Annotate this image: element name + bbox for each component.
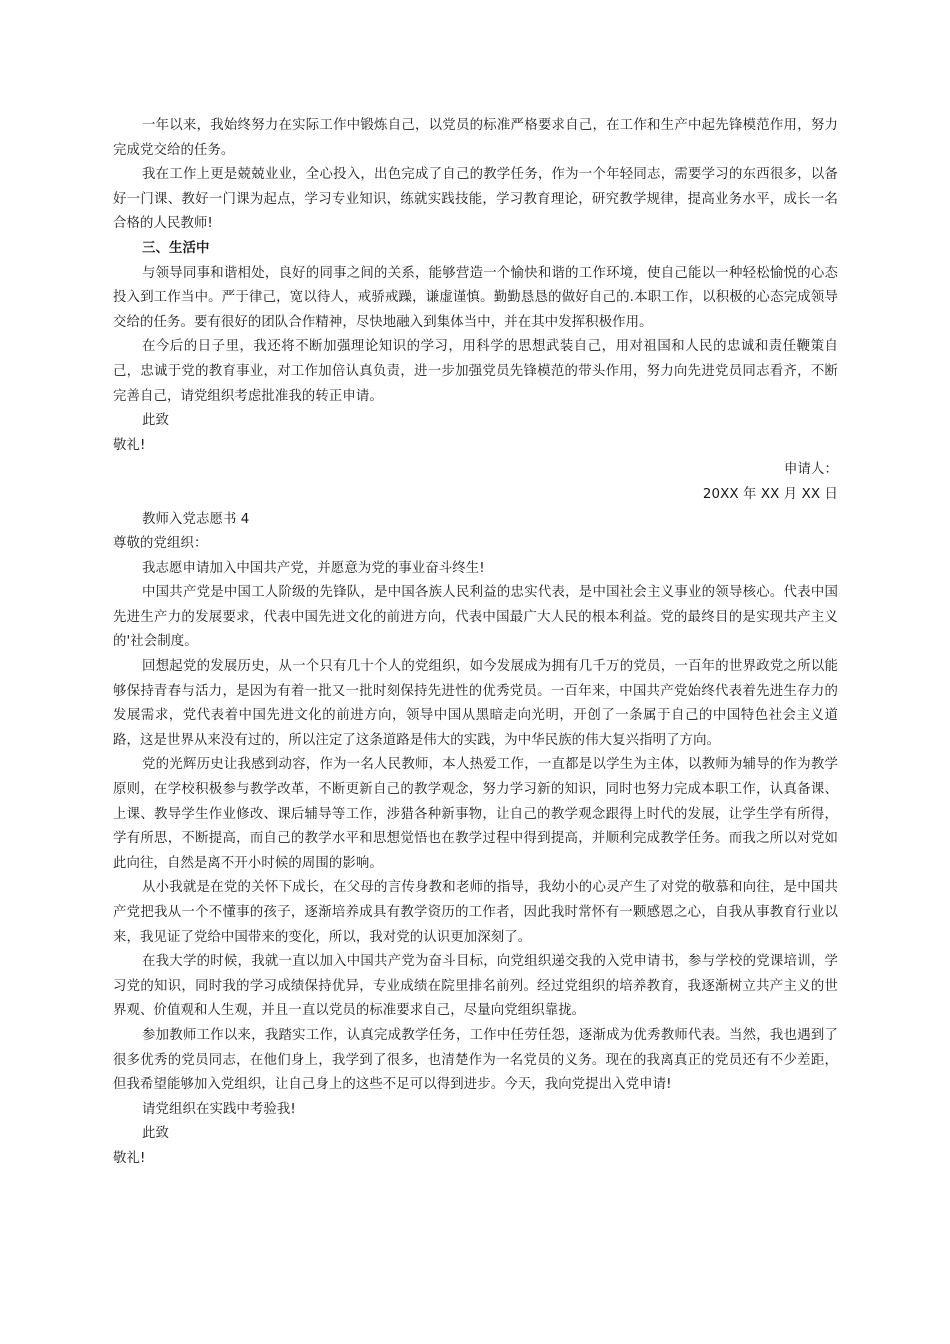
paragraph: 一年以来，我始终努力在实际工作中锻炼自己，以党员的标准严格要求自己，在工作和生产中起先锋模范作用，努力完成党交给的任务。 bbox=[113, 118, 838, 158]
paragraph: 我在工作上更是兢兢业业，全心投入，出色完成了自己的教学任务，作为一个年轻同志，需要学习的东西很多，以备好一门课、教好一门课为起点，学习专业知识，练就实践技能，学习教育理论，研究教学规律，提高业务水平，成长一名合格的人民教师! bbox=[113, 167, 838, 232]
closing-regards: 敬礼! bbox=[113, 437, 146, 453]
greeting: 尊敬的党组织： bbox=[113, 536, 208, 552]
paragraph: 回想起党的发展历史，从一个只有几十个人的党组织，如今发展成为拥有几千万的党员，一百年的世界政党之所以能够保持青春与活力，是因为有着一批又一批时刻保持先进性的优秀党员。一百年来，中国共产党始终代表着先进生存力的发展需求，党代表着中国先进文化的前进方向，领导中国从黑暗走向光明，开创了一条属于自己的中国特色社会主义道路，这是世界从来没有过的，所以注定了这条道路是伟大的实践，为中华民族的伟大复兴指明了方向。 bbox=[113, 659, 838, 748]
paragraph: 与领导同事和谐相处，良好的同事之间的关系，能够营造一个愉快和谐的工作环境，使自己能以一种轻松愉悦的心态投入到工作当中。严于律己，宽以待人，戒骄戒躁，谦虚谨慎。勤勤恳恳的做好自己的.本职工作，以积极的心态完成领导交给的任务。要有很好的团队合作精神，尽快地融入到集体当中，并在其中发挥积极作用。 bbox=[113, 265, 838, 330]
date-line: 20XX 年 XX 月 XX 日 bbox=[702, 486, 838, 502]
applicant-label: 申请人： bbox=[784, 462, 838, 478]
document-title: 教师入党志愿书 4 bbox=[142, 511, 250, 527]
closing-salutation: 此致 bbox=[142, 413, 169, 429]
paragraph: 我志愿申请加入中国共产党，并愿意为党的事业奋斗终生! bbox=[142, 560, 485, 576]
paragraph: 在今后的日子里，我还将不断加强理论知识的学习，用科学的思想武装自己，用对祖国和人民的忠诚和责任鞭策自己，忠诚于党的教育事业，对工作加倍认真负责，进一步加强党员先锋模范的带头作用，努力向先进党员同志看齐，不断完善自己，请党组织考虑批准我的转正申请。 bbox=[113, 339, 838, 404]
paragraph: 中国共产党是中国工人阶级的先锋队，是中国各族人民利益的忠实代表，是中国社会主义事业的领导核心。代表中国先进生产力的发展要求，代表中国先进文化的前进方向，代表中国最广大人民的根本利益。党的最终目的是实现共产主义的'社会制度。 bbox=[113, 585, 838, 650]
paragraph: 从小我就是在党的关怀下成长，在父母的言传身教和老师的指导，我幼小的心灵产生了对党的敬慕和向往，是中国共产党把我从一个不懂事的孩子，逐渐培养成具有教学资历的工作者，因此我时常怀有一颗感恩之心，自我从事教育行业以来，我见证了党给中国带来的变化，所以，我对党的认识更加深刻了。 bbox=[113, 880, 838, 945]
paragraph: 在我大学的时候，我就一直以加入中国共产党为奋斗目标，向党组织递交我的入党申请书，参与学校的党课培训，学习党的知识，同时我的学习成绩保持优异，专业成绩在院里排名前列。经过党组织的培养教育，我逐渐树立共产主义的世界观、价值观和人生观，并且一直以党员的标准要求自己，尽量向党组织靠拢。 bbox=[113, 954, 838, 1019]
closing-regards: 敬礼! bbox=[113, 1150, 146, 1166]
document-body bbox=[113, 114, 838, 1172]
paragraph: 参加教师工作以来，我踏实工作，认真完成教学任务，工作中任劳任怨，逐渐成为优秀教师代表。当然，我也遇到了很多优秀的党员同志，在他们身上，我学到了很多，也清楚作为一名党员的义务。现在的我离真正的党员还有不少差距，但我希望能够加入党组织，让自己身上的这些不足可以得到进步。今天，我向党提出入党申请! bbox=[113, 1027, 838, 1093]
closing-salutation: 此致 bbox=[142, 1126, 169, 1142]
paragraph: 党的光辉历史让我感到动容，作为一名人民教师，本人热爱工作，一直都是以学生为主体，以教师为辅导的作为教学原则，在学校积极参与教学改革，不断更新自己的教学观念，努力学习新的知识，同时也努力完成本职工作，认真备课、上课、教导学生作业修改、课后辅导等工作，涉猎各种新事物，让自己的教学观念跟得上时代的发展，让学生学有所得，学有所思，不断提高，而自己的教学水平和思想觉悟也在教学过程中得到提高，并顺利完成教学任务。而我之所以对党如此向往，自然是离不开小时候的周围的影响。 bbox=[113, 757, 838, 871]
section-heading: 三、生活中 bbox=[142, 240, 210, 256]
paragraph: 请党组织在实践中考验我! bbox=[142, 1101, 296, 1117]
